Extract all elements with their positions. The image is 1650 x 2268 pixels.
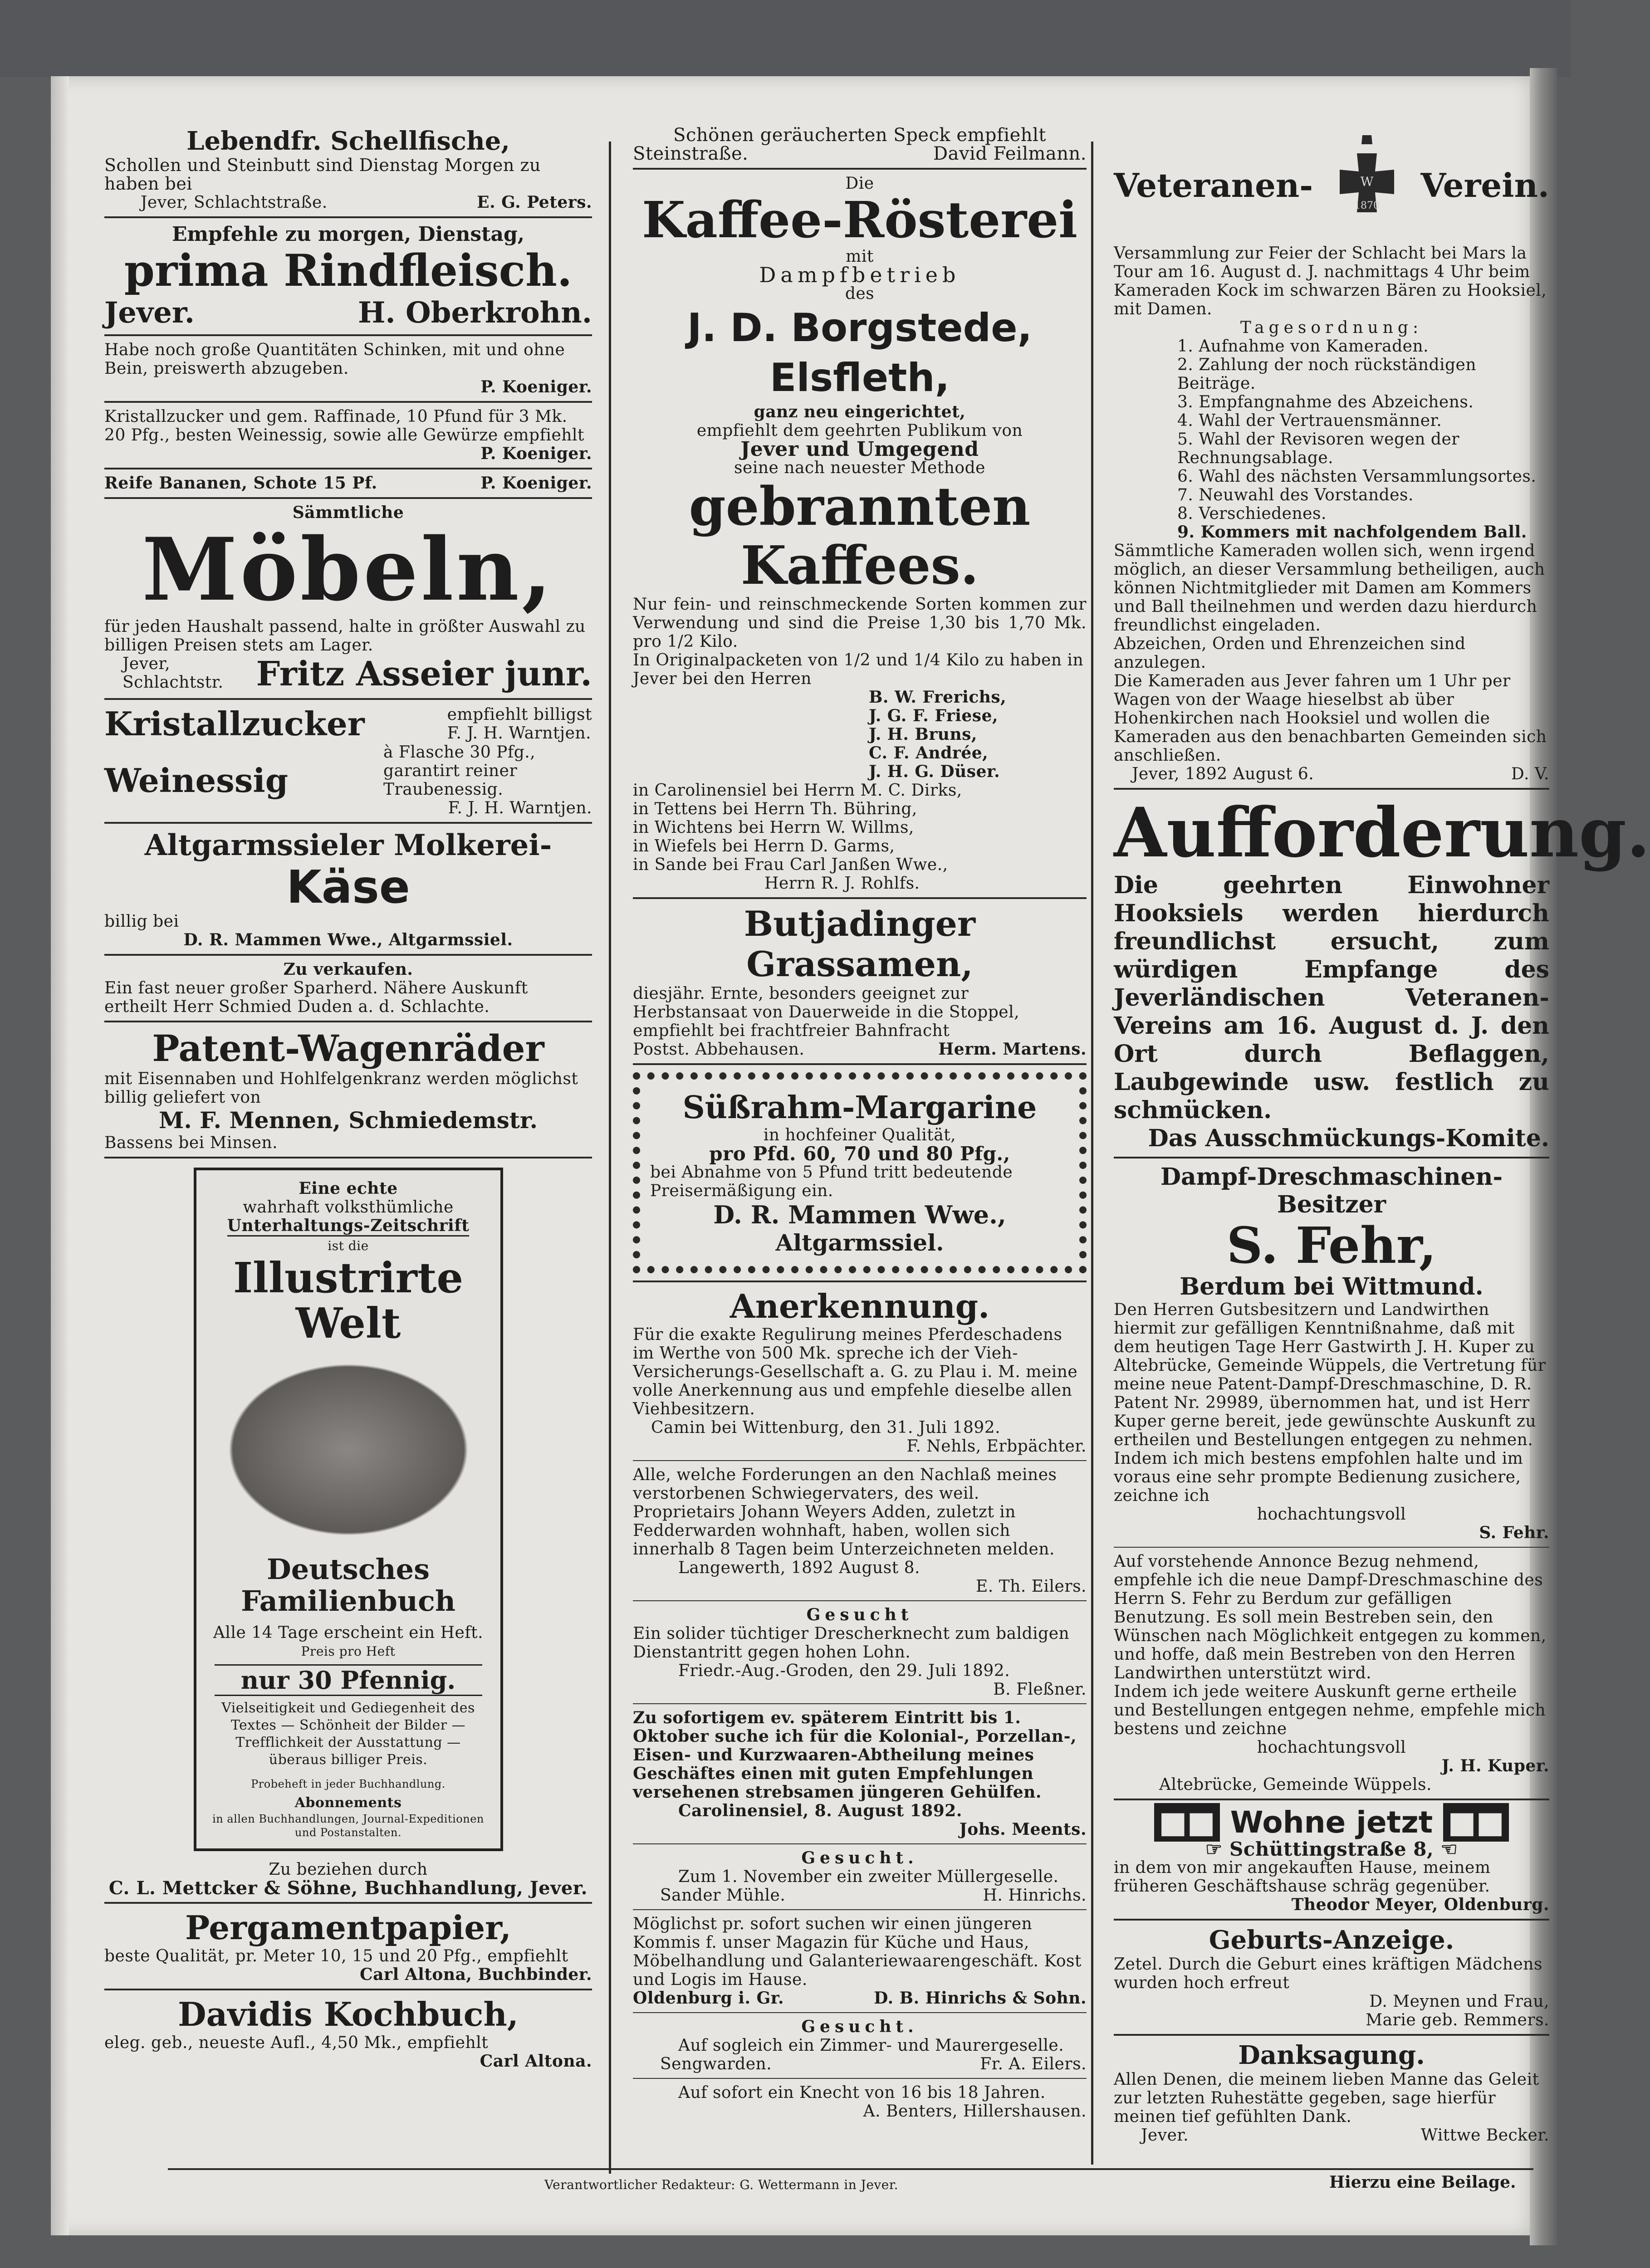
ad-geburt xyxy=(1114,1925,1549,2029)
village-dealer: in Carolinensiel bei Herrn M. C. Dirks, xyxy=(633,781,962,800)
ad-text: in hochfeiner Qualität, xyxy=(763,1126,956,1144)
divider xyxy=(633,1600,1087,1601)
ad-location: Berdum bei Wittmund. xyxy=(1180,1273,1484,1300)
ad-text: Schönen geräucherten Speck empfiehlt xyxy=(673,125,1046,146)
column-right xyxy=(1114,126,1650,2145)
ad-location: Sengwarden. xyxy=(660,2055,772,2073)
ad-seller: Fritz Asseier junr. xyxy=(256,655,592,694)
divider xyxy=(104,1902,592,1904)
village-dealer: in Sande bei Frau Carl Janßen Wwe., xyxy=(633,855,948,874)
ad-dank xyxy=(1114,2040,1549,2145)
ad-address: Schüttingstraße 8, xyxy=(1229,1838,1434,1860)
ad-title: Lebendfr. Schellfische, xyxy=(186,126,510,156)
ad-title: Anerkennung. xyxy=(730,1287,990,1325)
divider xyxy=(633,897,1087,899)
ad-title: prima Rindfleisch. xyxy=(124,245,573,296)
ad-text: in dem von mir angekauften Hause, meinem früheren Geschäftshause schräg gegenüber. xyxy=(1114,1858,1491,1896)
ad-text: Die geehrten Einwohner Hooksiels werden hierdurch freundlichst ersucht, zum würdigen Empfange des Jeverländischen Veteranen-Vereins am 16. August d. J. den Ort durch Beflaggen, Laubgewinde usw. festlich zu schmücken. xyxy=(1114,871,1549,1124)
ad-title: Geburts-Anzeige. xyxy=(1209,1925,1454,1955)
ad-text: Empfehle zu morgen, Dienstag, xyxy=(171,223,525,246)
ad-text: Alle 14 Tage erscheint ein Heft. xyxy=(213,1623,484,1642)
divider xyxy=(104,468,592,469)
ad-text: Allen Denen, die meinem lieben Manne das Geleit zur letzten Ruhestätte gegeben, sage hierfür meinen tief gefühlten Dank. xyxy=(1114,2070,1539,2126)
ad-price: nur 30 Pfennig. xyxy=(215,1664,482,1696)
ad-pre: Sämmtliche xyxy=(292,503,404,522)
divider xyxy=(633,1703,1087,1704)
ad-text: Schollen und Steinbutt sind Dienstag Morgen zu haben bei xyxy=(104,155,541,194)
ad-text: Eine echte xyxy=(299,1179,398,1198)
ad-seller: D. R. Mammen Wwe., xyxy=(713,1200,1006,1229)
dealer: C. F. Andrée, xyxy=(869,743,989,763)
divider xyxy=(633,168,1087,170)
ad-text: à Flasche 30 Pfg., garantirt reiner Traubenessig. xyxy=(383,743,536,799)
ad-weinessig xyxy=(104,743,592,817)
ad-text: empfiehlt billigst xyxy=(447,705,592,724)
ad-text: Auf sogleich ein Zimmer- und Maurergeselle. xyxy=(678,2036,1064,2055)
ad-location: Steinstraße. xyxy=(633,143,749,164)
divider xyxy=(633,1460,1087,1461)
ad-speck xyxy=(633,126,1087,163)
divider xyxy=(104,822,592,824)
ad-text: Unterhaltungs-Zeitschrift xyxy=(227,1217,470,1237)
ad-seller: David Feilmann. xyxy=(933,143,1087,164)
divider xyxy=(104,698,592,700)
ad-text: eleg. geb., neueste Aufl., 4,50 Mk., empfiehlt xyxy=(104,2033,489,2052)
ad-title: Süßrahm-Margarine xyxy=(682,1090,1037,1126)
agenda-item: 3. Empfangnahme des Abzeichens. xyxy=(1177,393,1474,411)
divider xyxy=(104,497,592,499)
ad-seller: Herm. Martens. xyxy=(938,1040,1087,1059)
ad-fish xyxy=(104,126,592,212)
ad-title: Pergamentpapier, xyxy=(185,1908,511,1947)
pointing-hand-icon: ☜ xyxy=(1440,1838,1458,1860)
cross-letter: W xyxy=(1360,174,1374,189)
column-divider xyxy=(1091,142,1093,2165)
ad-signature: J. H. Kuper. xyxy=(1441,1756,1549,1775)
ad-signature: B. Fleßner. xyxy=(993,1680,1087,1699)
ad-title: S. Fehr, xyxy=(1226,1216,1437,1275)
ad-text: bei Abnahme von 5 Pfund tritt bedeutende Preisermäßigung ein. xyxy=(650,1163,1013,1200)
ad-text: ist die xyxy=(328,1238,369,1253)
ad-text: Reife Bananen, Schote 15 Pf. xyxy=(104,474,377,493)
family-illustration xyxy=(212,1352,485,1547)
ad-signature: Marie geb. Remmers. xyxy=(1366,2011,1549,2029)
ad-text: Habe noch große Quantitäten Schinken, mit und ohne Bein, preiswerth abzugeben. xyxy=(104,341,565,378)
veteranen-header xyxy=(1114,126,1549,244)
dealer: J. H. Bruns, xyxy=(869,725,977,744)
ad-signature: D. V. xyxy=(1511,765,1549,783)
ad-text: Nur fein- und reinschmeckende Sorten kommen zur Verwendung und sind die Preise 1,30 bis 1,70 Mk. pro 1/2 Kilo. xyxy=(633,595,1087,651)
ad-seller: Carl Altona, Buchbinder. xyxy=(360,1965,592,1984)
ad-title: Verein. xyxy=(1420,166,1549,205)
ad-moebel xyxy=(104,503,592,694)
ad-title: Veteranen- xyxy=(1114,166,1313,205)
ad-davidis xyxy=(104,1995,592,2071)
ad-wheels xyxy=(104,1027,592,1152)
ad-grassamen xyxy=(633,904,1087,1059)
ad-text: Zetel. Durch die Geburt eines kräftigen Mädchens wurden hoch erfreut xyxy=(1114,1955,1542,1992)
ad-location: Sander Mühle. xyxy=(660,1886,786,1905)
ad-text: Die xyxy=(845,174,874,193)
ad-location: Jever, xyxy=(122,655,171,673)
page-left-edge xyxy=(51,76,69,2235)
divider xyxy=(633,1909,1087,1910)
divider xyxy=(104,1021,592,1022)
ad-signature: S. Fehr. xyxy=(1479,1523,1549,1542)
ad-title: Zu verkaufen. xyxy=(283,960,413,979)
ad-seller: C. L. Mettcker & Söhne, Buchhandlung, Jever. xyxy=(108,1877,588,1899)
ad-title: Weinessig xyxy=(104,761,289,800)
pointing-hand-icon: ☞ xyxy=(1205,1838,1223,1860)
ad-date: Camin bei Wittenburg, den 31. Juli 1892. xyxy=(651,1418,1001,1437)
scan-background xyxy=(0,0,1571,77)
ad-text: des xyxy=(845,284,875,303)
ad-wohne xyxy=(1114,1805,1549,1914)
ad-text: Kristallzucker und gem. Raffinade, 10 Pfund für 3 Mk. 20 Pfg., besten Weinessig, sowie alle Gewürze empfiehlt xyxy=(104,407,584,445)
ad-text: Den Herren Gutsbesitzern und Landwirthen hiermit zur gefälligen Kenntnißnahme, daß mit dem heutigen Tage Herr Gastwirth J. H. Kuper zu Altebrücke, Gemeinde Wüppels, die Vertretung für meine neue Patent-Dampf-Dreschmaschine, D. R. Patent Nr. 29989, übernommen hat, und ist Herr Kuper gerne bereit, jede gewünschte Auskunft zu ertheilen und Bestellungen entgegen zu nehmen. xyxy=(1114,1300,1546,1449)
ad-title: Gesucht. xyxy=(801,1848,918,1867)
ad-title: gebrannten Kaffees. xyxy=(689,476,1031,596)
ad-meat xyxy=(104,223,592,330)
ad-text: Zu sofortigem ev. späterem Eintritt bis 1. Oktober suche ich für die Kolonial-, Porzellan-, Eisen- und Kurzwaaren-Abtheilung meines Geschäftes einen mit guten Empfehlungen versehenen strebsamen jüngeren Gehülfen. xyxy=(633,1708,1077,1802)
ad-location: Schlachtstr. xyxy=(122,673,224,692)
ad-title: Patent-Wagenräder xyxy=(152,1027,544,1070)
ad-text: Auf sofort ein Knecht von 16 bis 18 Jahren. xyxy=(678,2083,1046,2102)
divider xyxy=(104,334,592,336)
agenda-item: 8. Verschiedenes. xyxy=(1177,504,1327,523)
ad-location: Postst. Abbehausen. xyxy=(633,1040,805,1059)
ad-text: Dampfbetrieb xyxy=(759,263,960,287)
ad-pergament xyxy=(104,1908,592,1984)
ad-text: Preis pro Heft xyxy=(301,1644,396,1659)
ad-seller: Carl Altona. xyxy=(480,2052,592,2071)
village-dealer: in Tettens bei Herrn Th. Bühring, xyxy=(633,800,917,818)
ad-text: beste Qualität, pr. Meter 10, 15 und 20 Pfg., empfiehlt xyxy=(104,1947,568,1965)
ad-signature: Johs. Meents. xyxy=(959,1820,1087,1839)
agenda-list xyxy=(1114,337,1549,542)
agenda-item: 4. Wahl der Vertrauensmänner. xyxy=(1177,411,1442,430)
ad-text: Sämmtliche Kameraden wollen sich, wenn irgend möglich, an dieser Versammlung betheiligen, auch können Nichtmitglieder mit Damen am Kommers und Ball theilnehmen und werden dazu hierdurch freundlichst eingeladen. xyxy=(1114,542,1545,635)
ad-text: mit Eisennaben und Hohlfelgenkranz werden möglichst billig geliefert von xyxy=(104,1070,578,1107)
ad-text: Jever und Umgegend xyxy=(740,438,979,461)
divider xyxy=(1114,1157,1549,1158)
ad-title: Gesucht. xyxy=(801,2017,918,2036)
divider xyxy=(1114,788,1549,790)
ad-text: mit xyxy=(846,247,874,266)
ad-title: Kaffee-Rösterei xyxy=(641,191,1078,249)
ad-location: Altgarmssiel. xyxy=(775,1229,944,1256)
ad-location: Jever. xyxy=(104,296,195,330)
ad-text: Alle, welche Forderungen an den Nachlaß meines verstorbenen Schwiegervaters, des weil. Proprietairs Johann Weyers Adden, zuletzt in Fedderwarden wohnhaft, haben, wollen sich innerhalb 8 Tagen beim Unterzeichneten melden. xyxy=(633,1466,1057,1559)
ad-location: Altebrücke, Gemeinde Wüppels. xyxy=(1159,1775,1432,1794)
ad-text: Für die exakte Regulirung meines Pferdeschadens im Werthe von 500 Mk. spreche ich der Vieh-Versicherungs-Gesellschaft a. G. zu Plau i. M. meine volle Anerkennung aus und empfehle dieselbe allen Viehbesitzern. xyxy=(633,1325,1078,1418)
hand-pointer-icon: ■■ xyxy=(1443,1803,1509,1842)
ad-pre: Dampf-Dreschmaschinen-Besitzer xyxy=(1160,1163,1503,1218)
ad-sale xyxy=(104,960,592,1016)
ad-text: billig bei xyxy=(104,912,179,931)
footer-supplement: Hierzu eine Beilage. xyxy=(1329,2173,1516,2192)
ad-pre: Altgarmssieler Molkerei- xyxy=(144,828,552,862)
hand-pointer-icon: ■■ xyxy=(1154,1803,1220,1842)
column-middle xyxy=(633,126,1087,2121)
divider xyxy=(1114,2034,1549,2036)
ad-margarine xyxy=(633,1072,1087,1273)
ad-text: Ein fast neuer großer Sparherd. Nähere Auskunft ertheilt Herr Schmied Duden a. d. Schlachte. xyxy=(104,979,528,1016)
ad-kommis xyxy=(633,1915,1087,2008)
agenda-item: 5. Wahl der Revisoren wegen der Rechnungsablage. xyxy=(1177,430,1459,467)
ad-seller: F. J. H. Warntjen. xyxy=(447,723,592,743)
divider xyxy=(104,954,592,956)
ad-text: Abzeichen, Orden und Ehrenzeichen sind anzulegen. xyxy=(1114,635,1466,672)
ad-text: hochachtungsvoll xyxy=(1257,1738,1406,1757)
ad-signature: D. Meynen und Frau, xyxy=(1369,1992,1549,2011)
ad-seller: P. Koeniger. xyxy=(480,377,592,396)
ad-text: Indem ich mich bestens empfohlen halte und im voraus eine sehr prompte Bedienung zusichere, zeichne ich xyxy=(1114,1449,1523,1505)
ad-title: Butjadinger Grassamen, xyxy=(744,904,976,984)
ad-title: Davidis Kochbuch, xyxy=(178,1995,519,2033)
ad-title: Wohne jetzt xyxy=(1230,1805,1433,1840)
ad-seller: F. J. H. Warntjen. xyxy=(448,799,592,817)
ad-title: Illustrirte Welt xyxy=(233,1253,464,1348)
ad-firm: J. D. Borgstede, Elsfleth, xyxy=(687,305,1033,401)
ad-sofort xyxy=(633,1709,1087,1839)
ad-text: Möglichst pr. sofort suchen wir einen jüngeren Kommis f. unser Magazin für Küche und Haus, Möbelhandlung und Galanteriewaarengeschäft. Kost und Logis im Hause. xyxy=(633,1915,1082,1989)
ad-text: Vielseitigkeit und Gediegenheit des Textes — Schönheit der Bilder — Trefflichkeit der Ausstattung — überaus billiger Preis. xyxy=(221,1700,475,1768)
ad-knecht xyxy=(633,2083,1087,2121)
divider xyxy=(633,2012,1087,2013)
ad-date: Carolinensiel, 8. August 1892. xyxy=(678,1801,962,1820)
ad-seller: P. Koeniger. xyxy=(480,444,592,463)
ad-seller: D. R. Mammen Wwe., Altgarmssiel. xyxy=(183,930,513,949)
ad-anerkennung xyxy=(633,1287,1087,1456)
ad-signature: E. Th. Eilers. xyxy=(976,1577,1087,1596)
divider xyxy=(1114,1547,1549,1548)
ad-kaese xyxy=(104,828,592,949)
ad-seller: P. Koeniger. xyxy=(480,474,592,493)
ad-title: Gesucht xyxy=(806,1605,913,1624)
ad-dresch xyxy=(1114,1163,1549,1542)
divider xyxy=(1114,1799,1549,1800)
ad-text: Probeheft in jeder Buchhandlung. xyxy=(251,1778,446,1790)
dealer: J. G. F. Friese, xyxy=(869,706,999,725)
divider xyxy=(633,2078,1087,2079)
ad-signature: D. B. Hinrichs & Sohn. xyxy=(874,1989,1087,2008)
divider xyxy=(633,1063,1087,1065)
divider xyxy=(104,401,592,403)
ad-date: Friedr.-Aug.-Groden, den 29. Juli 1892. xyxy=(678,1662,1010,1680)
ad-signature: A. Benters, Hillershausen. xyxy=(863,2102,1087,2121)
ad-signature: Das Ausschmückungs-Komite. xyxy=(1148,1124,1549,1152)
divider xyxy=(104,1989,592,1990)
ad-date: Jever, 1892 August 6. xyxy=(1132,765,1314,783)
ad-gesucht-3 xyxy=(633,2018,1087,2073)
ad-title: Kristallzucker xyxy=(104,704,365,743)
ad-sugar xyxy=(104,407,592,463)
ad-text: für jeden Haushalt passend, halte in größter Auswahl zu billigen Preisen stets am Lager. xyxy=(104,617,586,655)
iron-cross-icon xyxy=(1322,126,1412,244)
ad-location: Bassens bei Minsen. xyxy=(104,1134,278,1152)
ad-text: empfiehlt dem geehrten Publikum von xyxy=(696,421,1023,440)
ad-nachlass xyxy=(633,1466,1087,1596)
divider xyxy=(633,1843,1087,1844)
ad-text: diesjähr. Ernte, besonders geeignet zur Herbstansaat von Dauerweide in die Stoppel, empfiehlt bei frachtfreier Bahnfracht xyxy=(633,984,1020,1040)
ad-kaffee xyxy=(633,174,1087,893)
ad-price: pro Pfd. 60, 70 und 80 Pfg., xyxy=(709,1143,1010,1165)
ad-signature: F. Nehls, Erbpächter. xyxy=(906,1437,1087,1456)
ad-signature: H. Hinrichs. xyxy=(983,1886,1087,1905)
ad-signature: Wittwe Becker. xyxy=(1420,2126,1549,2145)
village-dealer: Herrn R. J. Rohlfs. xyxy=(764,874,920,893)
agenda-item: 6. Wahl des nächsten Versammlungsortes. xyxy=(1177,467,1537,486)
ad-text: seine nach neuester Methode xyxy=(734,459,985,477)
ad-magazine xyxy=(194,1168,503,1851)
ad-subheading: Tagesordnung: xyxy=(1240,318,1423,337)
ad-kuper xyxy=(1114,1552,1549,1794)
dealer: B. W. Frerichs, xyxy=(869,688,1007,707)
ad-text: Abonnements xyxy=(294,1795,402,1811)
column-left xyxy=(104,126,592,2071)
ad-title: Aufforderung. xyxy=(1114,793,1650,873)
divider xyxy=(633,1281,1087,1282)
footer-rule xyxy=(168,2168,1533,2170)
agenda-item: 9. Kommers mit nachfolgendem Ball. xyxy=(1177,523,1527,542)
agenda-item: 1. Aufnahme von Kameraden. xyxy=(1177,337,1429,356)
ad-ham xyxy=(104,341,592,396)
ad-text: in allen Buchhandlungen, Journal-Expeditionen und Postanstalten. xyxy=(212,1813,484,1839)
ad-text: Auf vorstehende Annonce Bezug nehmend, empfehle ich die neue Dampf-Dreschmaschine des Herrn S. Fehr zu Berdum zur gefälligen Benutzung. Es soll mein Bestreben sein, den Wünschen nach Möglichkeit entgegen zu kommen, und hoffe, daß mein Bestreben von den Herren Landwirthen unterstützt wird. xyxy=(1114,1552,1547,1682)
ad-subtitle: Deutsches Familienbuch xyxy=(241,1553,455,1618)
ad-seller: H. Oberkrohn. xyxy=(357,296,592,330)
ad-aufforderung xyxy=(1114,793,1650,1152)
ad-gesucht-2 xyxy=(633,1849,1087,1905)
ad-signature: Fr. A. Eilers. xyxy=(980,2055,1087,2073)
ad-date: Langewerth, 1892 August 8. xyxy=(678,1559,920,1577)
ad-text: Zum 1. November ein zweiter Müllergeselle. xyxy=(678,1867,1059,1886)
agenda-item: 2. Zahlung der noch rückständigen Beiträge. xyxy=(1177,356,1477,393)
ad-title: Danksagung. xyxy=(1238,2040,1425,2070)
footer-editor: Verantwortlicher Redakteur: G. Wettermann in Jever. xyxy=(544,2177,899,2192)
ad-text: Ein solider tüchtiger Drescherknecht zum baldigen Dienstantritt gegen hohen Lohn. xyxy=(633,1624,1070,1662)
dealer: J. H. G. Düser. xyxy=(869,762,1000,781)
ad-location: Jever, Schlachtstraße. xyxy=(141,193,328,212)
ad-text: ganz neu eingerichtet, xyxy=(754,402,966,421)
ad-kristallzucker xyxy=(104,704,592,743)
ad-location: Jever. xyxy=(1141,2126,1189,2145)
ad-text: Indem ich jede weitere Auskunft gerne ertheile und Bestellungen entgegen nehme, empfehle mich bestens und zeichne xyxy=(1114,1682,1546,1738)
ad-text: hochachtungsvoll xyxy=(1257,1505,1406,1524)
ad-text: Zu beziehen durch xyxy=(269,1860,428,1879)
ad-title: Käse xyxy=(286,860,410,914)
ad-signature: Theodor Meyer, Oldenburg. xyxy=(1291,1895,1549,1914)
ad-title: Möbeln, xyxy=(142,519,555,620)
ad-gesucht-1 xyxy=(633,1606,1087,1699)
divider xyxy=(1114,1919,1549,1921)
ad-text: In Originalpacketen von 1/2 und 1/4 Kilo zu haben in Jever bei den Herren xyxy=(633,651,1084,688)
ad-text: Versammlung zur Feier der Schlacht bei Mars la Tour am 16. August d. J. nachmittags 4 Uhr beim Kameraden Kock im schwarzen Bären zu Hooksiel, mit Damen. xyxy=(1114,244,1547,318)
divider xyxy=(104,1157,592,1158)
ad-text: Die Kameraden aus Jever fahren um 1 Uhr per Wagen von der Waage hieselbst ab über Hohenkirchen nach Hooksiel und wollen die Kameraden aus den benachbarten Gemeinden sich anschließen. xyxy=(1114,672,1547,765)
ad-text: wahrhaft volksthümliche xyxy=(243,1198,454,1217)
village-dealer: in Wiefels bei Herrn D. Garms, xyxy=(633,837,895,855)
divider xyxy=(104,216,592,218)
ad-location: Oldenburg i. Gr. xyxy=(633,1989,784,2008)
ad-seller: M. F. Mennen, Schmiedemstr. xyxy=(159,1107,538,1134)
ad-banana xyxy=(104,474,592,493)
ad-seller: E. G. Peters. xyxy=(477,193,592,212)
cross-year: 1870 xyxy=(1354,200,1380,211)
column-divider xyxy=(609,142,611,2174)
agenda-item: 7. Neuwahl des Vorstandes. xyxy=(1177,486,1414,504)
village-dealer: in Wichtens bei Herrn W. Willms, xyxy=(633,818,914,837)
